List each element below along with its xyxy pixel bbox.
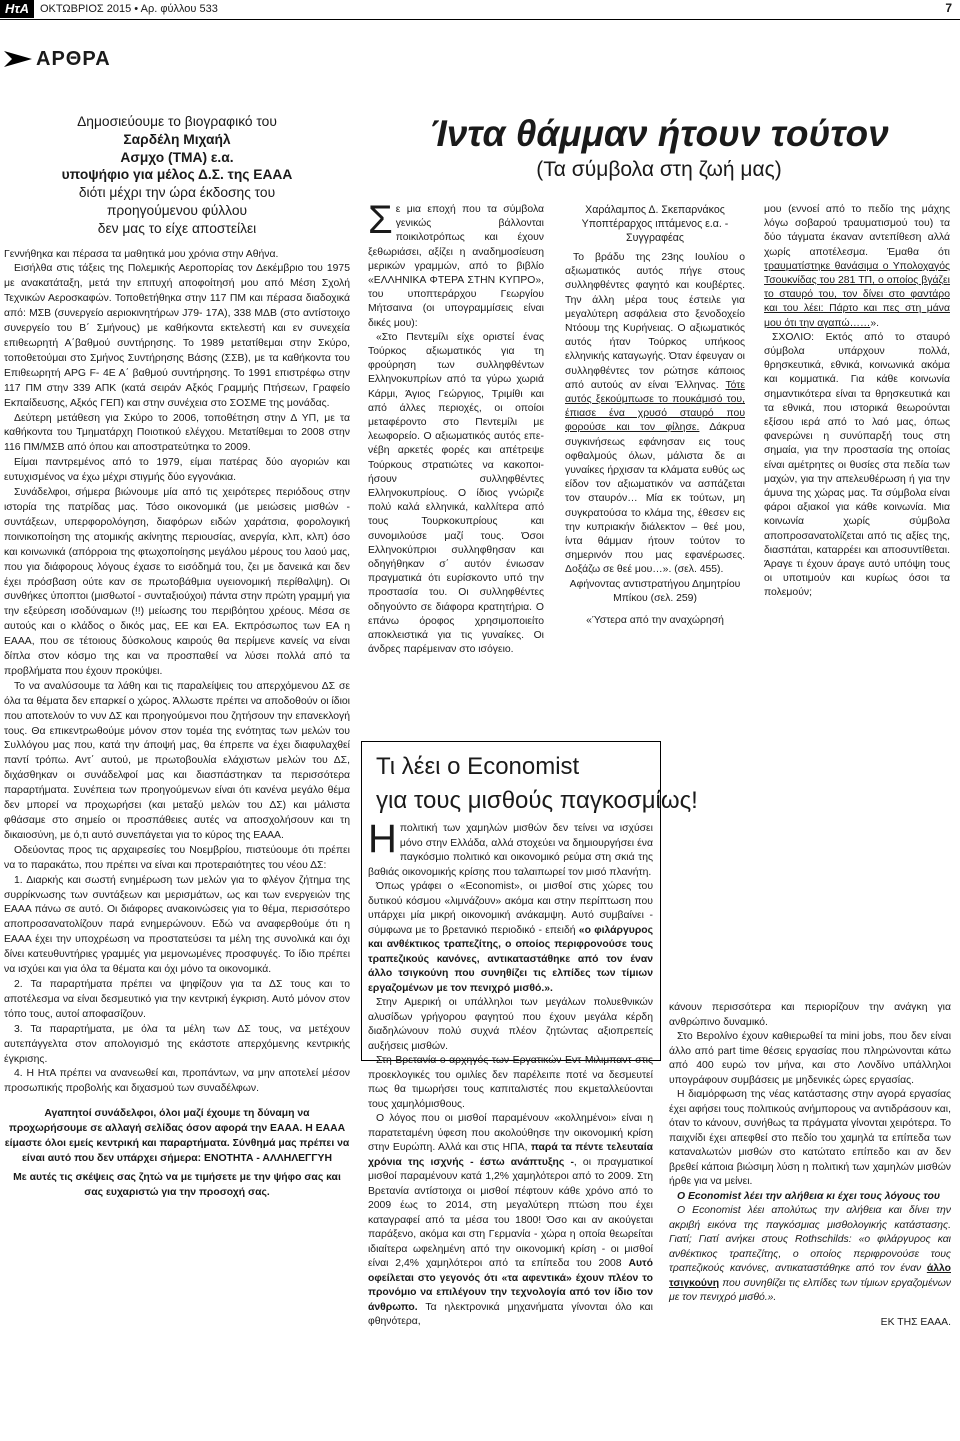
paragraph-text: Δάκρυα συγκινήσεως εφάνησαν εις τους οφθαλμούς όλων, μάλιστα δε αι γυναίκες ήρχισαν τα κλάματα ευθύς ως είδον τον αξιωματικόν να ασπάζεται τον σταυρόν… Μία εκ τούτων, μη συγκρατούσα το κλάμα της, έθεσεν εις την κυπριακήν διάλεκτον – θεέ μου, ίντα θάμμαν ήτουν τούτον το σημερινόν που μας εφανέρωσες. Δοξάζω σε θεέ μου…». (σελ. 455). [565, 422, 745, 576]
article-paragraph [764, 203, 950, 331]
article-paragraph: 3. Τα παραρτήματα, με όλα τα μέλη των ΔΣ τους, να μετέχουν αυτεπάγγελτα στον απολογισμό της εκάστοτε απερχόμενης κεντρικής έγκρισης. [4, 1023, 350, 1065]
subheading: Ο Economist λέει την αλήθεια κι έχει τους λόγους του [677, 1190, 941, 1202]
drop-cap: Η [368, 817, 397, 861]
underlined-text: τραυματίστηκε θανάσιμα ο Υπολοχαγός Τσουκνίδας του 281 ΤΠ, ο οποίος βγάζει το σταυρό του, τον δίνει στο φαντάρο και του λέει: Πάρτο και πες στη μάνα μου ότι την αγαπώ…… [764, 260, 950, 329]
bold-text: άλλο τσιγκούνη [669, 1263, 951, 1289]
paragraph-text: που συνηθίζει τις ελπίδες των τίμιων εργαζομένων με τον πενιχρό μισθό.». [669, 1277, 951, 1303]
section-title: ΑΡΘΡΑ [36, 47, 111, 70]
section-label [4, 44, 111, 74]
comment-paragraph: ΣΧΟΛΙΟ: Εκτός από το σταυρό σύμβολα υπάρχουν πολλά, θρησκευτικά, εθνικά, κοινωνικά ακόμα και κομματικά. Για κάθε κοινωνία σημαντικότερα είναι τα θρησκευτικά και τα εθνικά, που ιστορικά θεωρούνται εξίσου ιερά από το λαό μας, όπως φανερώνει η συνύπαρξή τους στη σημαία, για την προστασία της οποίας είναι αμέτρητες οι θυσίες στα πεδία των μαχών, για την απελευθέρωση ή για την άμυνα της χώρας μας. Τα σύμβολα είναι φάροι αξιακοί για κάθε κοινωνία. Μια κοινωνία χωρίς σύμβολα αποπροσανατολίζεται από τις αξίες της, διασπάται, καταρρέει και αποσυντίθεται. Άραγε τι έχουν άραγε αυτό υπόψη τους οι υποτιμούν και κυρίως όσοι τα πολεμούν; [764, 331, 950, 599]
header-divider [0, 19, 960, 20]
article-paragraph: 4. Η ΗτΑ πρέπει να ανανεωθεί και, προπάντων, να μην αποτελεί μέσον προσωπικής προβολής και διχασμού των συναδέλφων. [4, 1068, 350, 1095]
author-credit [565, 203, 745, 245]
candidate-bio-article [4, 113, 350, 1201]
underlined-text: Τότε αυτός ξεκούμπωσε το πουκάμισό του, έπιασε ένα χρυσό σταυρό που φορούσε και τον φίλησε. [565, 379, 746, 434]
article-intro [4, 113, 350, 238]
paragraph-text: μου (εννοεί από το πεδίο της μάχης λόγω σοβαρού τραυματισμού του) τα δύο τάγματα έκαναν αντεπίθεση αλλά χωρίς αποτέλεσμα. Έμαθα ότι [764, 204, 950, 258]
candidacy-line: υποψήφιο για μέλος Δ.Σ. της ΕΑΑΑ [61, 167, 293, 183]
quote-start: «Ύστερα από την αναχώρησή [586, 615, 724, 627]
article-title: Ίντα θάμμαν ήτουν τούτον [429, 113, 889, 154]
drop-cap: Σ [368, 198, 393, 242]
bold-quote: «ο φιλάργυρος και ανθέκτικος τραπεζίτης, ο οποίος περιφρονούσε τους τραπεζικούς κανόνες, αντικαταστάθηκε από τον έναν άλλο τσιγκούνη που συνηθίζει τις ελπίδες των τίμιων εργαζομένων με τον πενιχρό μισθό.». [368, 924, 653, 994]
article-paragraph [669, 1204, 951, 1306]
article-paragraph: Στην Αμερική οι υπάλληλοι των μεγάλων πολυεθνικών αλυσίδων γρήγορου φαγητού που έχουν μεγάλα κέρδη διαδηλώνουν πολύ συχνά πλέον ζητώντας αξιοπρεπείς αυξήσεις μισθών. [368, 997, 653, 1052]
symbols-article-col2 [565, 203, 745, 628]
paragraph-text: πολιτική των χαμηλών μισθών δεν τείνει να ισχύσει μόνο στην Ελλάδα, αλλά στοχεύει να δημιουργήσει ένα παγκόσμιο πολιτικό και οικονομικό ρεύμα στη σκιά της βαθιάς οικονομικής κρίσης που ταλαιπωρεί τον μισό πλανήτη. [368, 823, 653, 878]
quote-source: Αφήνοντας αντιστρατήγου Δημητρίου Μπίκου (σελ. 259) [569, 578, 741, 604]
article-paragraph: 2. Τα παραρτήματα πρέπει να ψηφίζουν για τα ΔΣ τους και το αποτέλεσμα να είναι δεσμευτικό για την κεντρική έγκριση. Αυτό μόνον στον τόπο τους, αυτοί αποφασίζουν. [4, 978, 350, 1020]
economist-title [376, 750, 956, 818]
article-signature: ΕΚ ΤΗΣ ΕΑΑΑ. [880, 1316, 951, 1328]
article-paragraph: Εισήλθα στις τάξεις της Πολεμικής Αεροπορίας τον Δεκέμβριο του 1975 με ανακατάταξη, μετά την επιτυχή αποφοίτησή μου από Μέση Σχολή Τεχνικών Αεροσκαφών. Τοποθετήθηκα στην 117 ΠΜ και πέρασα διαδοχικά από: ΜΣΒ (συνεργείο αεριοκινητήρων J79- 17A), 338 ΜΔΒ (στο αντίστοιχο συνεργείο του Β΄ Σμήνους) με καθήκοντα εκτελεστή και εν συνεχεία επιθεωρητή Α΄βαθμού συντήρησης. Το 1989 μετατίθεμαι στην Σκύρο, τοποθετούμαι στο Σμήνος Συντήρησης Βάσης (ΣΣΒ), με τα καθήκοντα του Επιθεωρητή APG F- 4E A΄ βαθμού συντήρησης. Το 1991 επιστρέφω στην 117 ΠΜ στην 339 ΑΠΚ (κατά σειράν Αξκός Γραμμής Πτήσεων, Γραφείο Εκπαίδευσης, Αξκός ΓΕΠ) και στην συνέχεια στο ΣΟΣΜΕ της μονάδας. [4, 263, 350, 409]
paragraph-text: ». [870, 317, 880, 329]
article-paragraph: Γεννήθηκα και πέρασα τα μαθητικά μου χρόνια στην Αθήνα. [4, 248, 279, 260]
article-paragraph: Δεύτερη μετάθεση για Σκύρο το 2006, τοποθέτηση στην Δ ΥΠ, με τα καθήκοντα του Τμηματάρχη Ποιοτικού ελέγχου. Μετατίθεμαι το 2008 στην 116 ΠΜ/ΜΣΒ από όπου και αποστρατεύτηκα το 2009. [4, 412, 350, 454]
article-paragraph: Οδεύοντας προς τις αρχαιρεσίες του Νοεμβρίου, πιστεύουμε ότι πρέπει να το παρακάτω, που πρέπει να είναι και προτεραιότητες του νέου ΔΣ: [4, 844, 350, 871]
article-paragraph [565, 251, 745, 578]
article-paragraph: Είμαι παντρεμένος από το 1979, είμαι πατέρας δύο αγοριών και ευτυχισμένος να έχω μέχρι στιγμής δύο εγγονάκια. [4, 457, 350, 484]
economist-col1 [368, 817, 654, 1330]
newspaper-logo: ΗτΑ [0, 0, 34, 18]
article-paragraph: Στο Βερολίνο έχουν καθιερωθεί τα mini jobs, που δεν είναι άλλο από part time θέσεις εργασίας που πληρώνονται κάτω από 400 ευρώ τον μήνα, και στο Λονδίνο υπάλληλοι υπογράφουν συμβάσεις με μηδενικές ώρες εργασίας. [669, 1031, 951, 1086]
author-name: Χαράλαμπος Δ. Σκεπαρνάκος [585, 204, 725, 216]
article-paragraph: Το να αναλύσουμε τα λάθη και τις παραλείψεις του απερχόμενου ΔΣ σε όλα τα θέματα δεν επαρκεί ο χώρος. Άλλωστε πρέπει να αποδοθούν οι ίδιοι που αποτελούν το νυν ΔΣ και προηγούμενοι που ζητήσουν την επανεκλογή τους. Θα επικεντρωθούμε μόνον στον τομέα της ενότητας των μελών του Συλλόγου μας που, κατά την άποψή μας, θα έπρεπε να έχει διαφυλαχθεί παντί τρόπω. Αντ΄ αυτού, με πρωτοβουλία ελάχιστων μελών του ΔΣ, διχάσθηκαν οι συνάδελφοί μας και διασπάστηκαν τα περισσότερα παραρτήματα. Συνέπεια των προηγούμενων είναι ότι κανένα μεγάλο θέμα δεν μπορεί να προχωρήσει (και μεταξύ μελών του ΔΣ) και μάλιστα φθάσαμε στο σημείο οι προσπάθειες αυτές να αποσχολήσουν και τη δικαιοσύνη, με ό,τι αυτό συνεπάγεται για το κύρος της ΕΑΑΑ. [4, 680, 350, 841]
economist-col2 [669, 1001, 951, 1330]
paragraph-text: Το βράδυ της 23ης Ιουλίου ο αξιωματικός αυτός πήγε στους συλληφθέντες φαγητό και κουβέρτες. Την άλλη μέρα τους έστειλε για μεγαλύτερη ασφάλεια στο ξενοδοχείο Ντόουμ της Κυρήνειας. Ο αξιωματικός αυτός ήταν Τούρκος υπήκοος ελληνικής καταγωγής. Όταν έφευγαν οι συλληφθέντες τον ρώτησε κάποιος από αυτούς αν είναι Έλληνας. [565, 252, 745, 391]
article-paragraph [368, 198, 544, 331]
article-paragraph [368, 1112, 653, 1330]
article-paragraph: Συνάδελφοι, σήμερα βιώνουμε μία από τις χειρότερες περιόδους στην ιστορία της πατρίδας μας. Τόσο οικονομικά (με μειώσεις μισθών - συντάξεων, υπερφορολόγηση, διαφόρων ειδών χαράτσια, φορολογική ποινικοποίηση της ατομικής ακίνητης περιουσίας, ανεργία, κλπ, κλπ) όσο και κοινωνικά (απόρροια της φτωχοποίησης μεγάλου μέρους του λαού μας, που για διάφορους λόγους έχασε το εισόδημά του, ζει με δανεικά και δεν έχει πρόσβαση ούτε καν σε πρωτοβάθμια υγειονομική περίθαλψη). Οι συνθήκες ύποπτοι (μισθωτοί - συνταξιούχοι) πάντα στην πρώτη γραμμή για την εξεύρεση ισοδύναμων (!!) μείωσης του περιβόητου χρέους. Μέσα σε αυτούς και ο κλάδος ο δικός μας, ΕΕ και ΕΑ. Εκπρόσωπος των ΕΑ η ΕΑΑΑ, που σε τέτοιους δύσκολους καιρούς θα περίμενε κανείς να είναι δίπλα στον κόσμο της και να προσπαθεί να λύσει πολλά από τα προβλήματα που έχουν προκύψει. [4, 487, 351, 677]
symbols-article-col1 [368, 198, 544, 658]
page-number: 7 [945, 1, 952, 15]
intro-line: προηγούμενου φύλλου [106, 202, 248, 218]
closing-appeal: Αγαπητοί συνάδελφοι, όλοι μαζί έχουμε τη δύναμη να προχωρήσουμε σε αλλαγή σελίδας όσον αφορά την ΕΑΑΑ. Η ΕΑΑΑ είμαστε όλοι εμείς κεντρική και παραρτήματα. Σύνθημά μας πρέπει να είναι αυτό που δεν υπάρχει σήμερα: ΕΝΟΤΗΤΑ - ΑΛΛΗΛΕΓΓΥΗ [4, 1108, 350, 1164]
candidate-rank: Ασμχο (ΤΜΑ) ε.α. [120, 149, 234, 165]
paragraph-text: ε μια εποχή που τα σύμβολα γενικώς βάλλονται ποικιλοτρόπως και έχουν ξεθωριάσει, αξίζει η αναδημοσίευση μερικών γραμμών, από το βιβλίο «ΕΛΛΗΝΙΚΑ ΦΤΕΡΑ ΣΤΗΝ ΚΥΠΡΟ», του υποπτεράρχου Γεωργίου Μήτσαινα (οι υπογραμμίσεις είναι δικές μου): [368, 204, 544, 329]
bold-text: Αυτό οφείλεται στο γεγονός ότι «τα αφεντικά» έχουν πλέον το προνόμιο να επιλέγουν την τεχνολογία από τον ίδιο τον άνθρωπο. [368, 1258, 653, 1313]
intro-line: διότι μέχρι την ώρα έκδοσης του [78, 185, 276, 201]
intro-line: Δημοσιεύουμε το βιογραφικό του [77, 114, 277, 129]
article-paragraph: κάνουν περισσότερα και περιορίζουν την ανάγκη για ανθρώπινο δυναμικό. [669, 1002, 951, 1028]
title-line: Τι λέει ο Economist [376, 753, 580, 780]
article-subtitle: (Τα σύμβολα στη ζωή μας) [536, 158, 782, 181]
paragraph-text: Ο Economist λέει απολύτως την αλήθεια και δίνει την ακριβή εικόνα της παγκόσμιας μισθολογικής κατάστασης. Γιατί; Γιατί ανήκει στους Rothschilds: «ο φιλάργυρος και ανθέκτικος τραπεζίτης, ο οποίος περιφρονούσε τους τραπεζικούς κανόνες, αντικαταστάθηκε από τον έναν [669, 1205, 951, 1274]
article-paragraph: Στη Βρετανία ο αρχηγός των Εργατικών Εντ Μιλιμπαντ στις προεκλογικές του ομιλίες δεν παρέλειπε ποτέ να δεσμευτεί πως θα τιμωρήσει τους καπιταλιστές που εκμεταλλεύονται τους χαμηλόμισθους. [368, 1055, 653, 1110]
article-paragraph [368, 817, 653, 880]
paragraph-text: Τα ηλεκτρονικά μηχανήματα γίνονται όλο και φθηνότερα, [368, 1301, 653, 1327]
closing-thanks: Με αυτές τις σκέψεις σας ζητώ να με τιμήσετε με την ψήφο σας και σας ευχαριστώ για την προσοχή σας. [13, 1171, 341, 1198]
article-paragraph: Η διαμόρφωση της νέας κατάστασης στην αγορά εργασίας έχει αφήσει τους πολιτικούς ανήμπορους να αντιδράσουν και, όταν το κάνουν, συνήθως τα πράγματα γίνονται χειρότερα. Το παιχνίδι έχει απεφθεί στο πεδίο του χαμηλά τα επίπεδα των καταναλωτών μισθών στο κατώτατο επίπεδο και αν δεν βρεθεί κάποια βιώσιμη λύση η πολιτική των χαμηλών μισθών ήρθε για να μείνει. [669, 1089, 951, 1187]
paragraph-text: Όπως γράφει ο «Economist», οι μισθοί στις χώρες του δυτικού κόσμου «λιμνάζουν» ακόμα και στην περίπτωση που υπάρχει μία μικρή οικονομική ανάκαμψη. Αυτό συμβαίνει - σύμφωνα με το βρετανικό περιοδικό - επειδή [368, 881, 653, 936]
symbols-article-col3 [764, 203, 950, 601]
paragraph-text: Ο λόγος που οι μισθοί παραμένουν «κολλημένοι» είναι η παρατεταμένη ύφεση που ακολούθησε την οικονομική κρίση στην Ευρώπη. Αλλά και στις ΗΠΑ, [368, 1113, 653, 1153]
article-paragraph: 1. Διαρκής και σωστή ενημέρωση των μελών για το φλέγον ζήτημα της συρρίκνωσης των συντάξεων και μερισμάτων, ως και των ενεργειών της ΕΑΑΑ πάνω σε αυτό. Οι διάφορες ανακοινώσεις για το θέμα, περισσότερο αποπροσανατολίζουν παρά ενημερώνουν. Εδώ να αναφερθούμε ότι η ΕΑΑΑ έχει την υποχρέωση να προστατεύσει τα μέλη της συνολικά και όχι δίνει κατευθυντήριες γραμμές για μεμονωμένες προσφυγές. Το ίδιο πρέπει να ισχύει και για όλα τα θέματα και όχι μόνο τα οικονομικά. [4, 874, 350, 976]
bold-text: παρά τα πέντε τελευταία χρόνια της ισχνής - έστω ανάπτυξης - [368, 1142, 654, 1168]
candidate-name: Σαρδέλη Μιχαήλ [123, 131, 231, 147]
page-header [0, 0, 960, 18]
issue-info: ΟΚΤΩΒΡΙΟΣ 2015 • Αρ. φύλλου 533 [40, 3, 218, 15]
paragraph-text: , οι πραγματικοί μισθοί παραμένουν κατά 1,2% χαμηλότεροι από το 2009. Στη Βρετανία αντίστοιχα οι μισθοί πέφτουν κάθε χρόνο από το 2009 έως το 2014, στη μεγαλύτερη πτώση που έχει καταγραφεί από τα μέσα του 1800! Όσο και αν ακούγεται παράξενο, ακόμα και στη Γερμανία - χώρα η οποία θεωρείται ιδιαίτερα ωφελημένη από την οικονομική κρίση - οι μισθοί είναι 2,4% χαμηλότεροι από τα επίπεδα του 2008 [368, 1156, 653, 1269]
title-line: για τους μισθούς παγκοσμίως! [376, 787, 698, 814]
arrow-right-icon [4, 51, 32, 67]
intro-line: δεν μας το είχε αποστείλει [97, 220, 257, 236]
author-title: Υποπτέραρχος ιπτάμενος ε.α. - Συγγραφέας [581, 218, 729, 244]
article-paragraph [368, 880, 653, 996]
article-paragraph: «Στο Πεντεμίλι είχε οριστεί ένας Τούρκος αξιωματικός για τη φρούρηση των συλληφθέντων Ελληνοκυπρίων από τα γύρω χωριά Κάρμι, Άγιος Γεώργιος, Τριμίθι και από άλλες περιοχές, οι οποίοι μεταφέροντο στο Πεντεμίλι με λεωφορείο. Ο αξιωματικός αυτός επε-νέβη αρκετές φορές και απέτρεψε Τούρκους στρατιώτες να κακοποι-ήσουν συλληφθέντες Ελληνοκυπρίους. Ο ίδιος γνώριζε πολύ καλά ελληνικά, καλλίτερα από τους Τουρκοκυπρίους και συνομιλούσε μαζί τους. Όσοι Ελληνοκύπριοι συλληφθησαν και οδηγήθηκαν σ΄ αυτόν ένιωσαν πραγματικά ότι ευρίσκοντο υπό την προστασία του. Οι συλληφθέντες οδηγούντο σε διάφορα κρατητήρια. Ο επάνω όροφος χρησιμοποιείτο αποκλειστικά για τις γυναίκες. Οι άνδρες παρέμειναν στο ισόγειο. [368, 331, 544, 656]
